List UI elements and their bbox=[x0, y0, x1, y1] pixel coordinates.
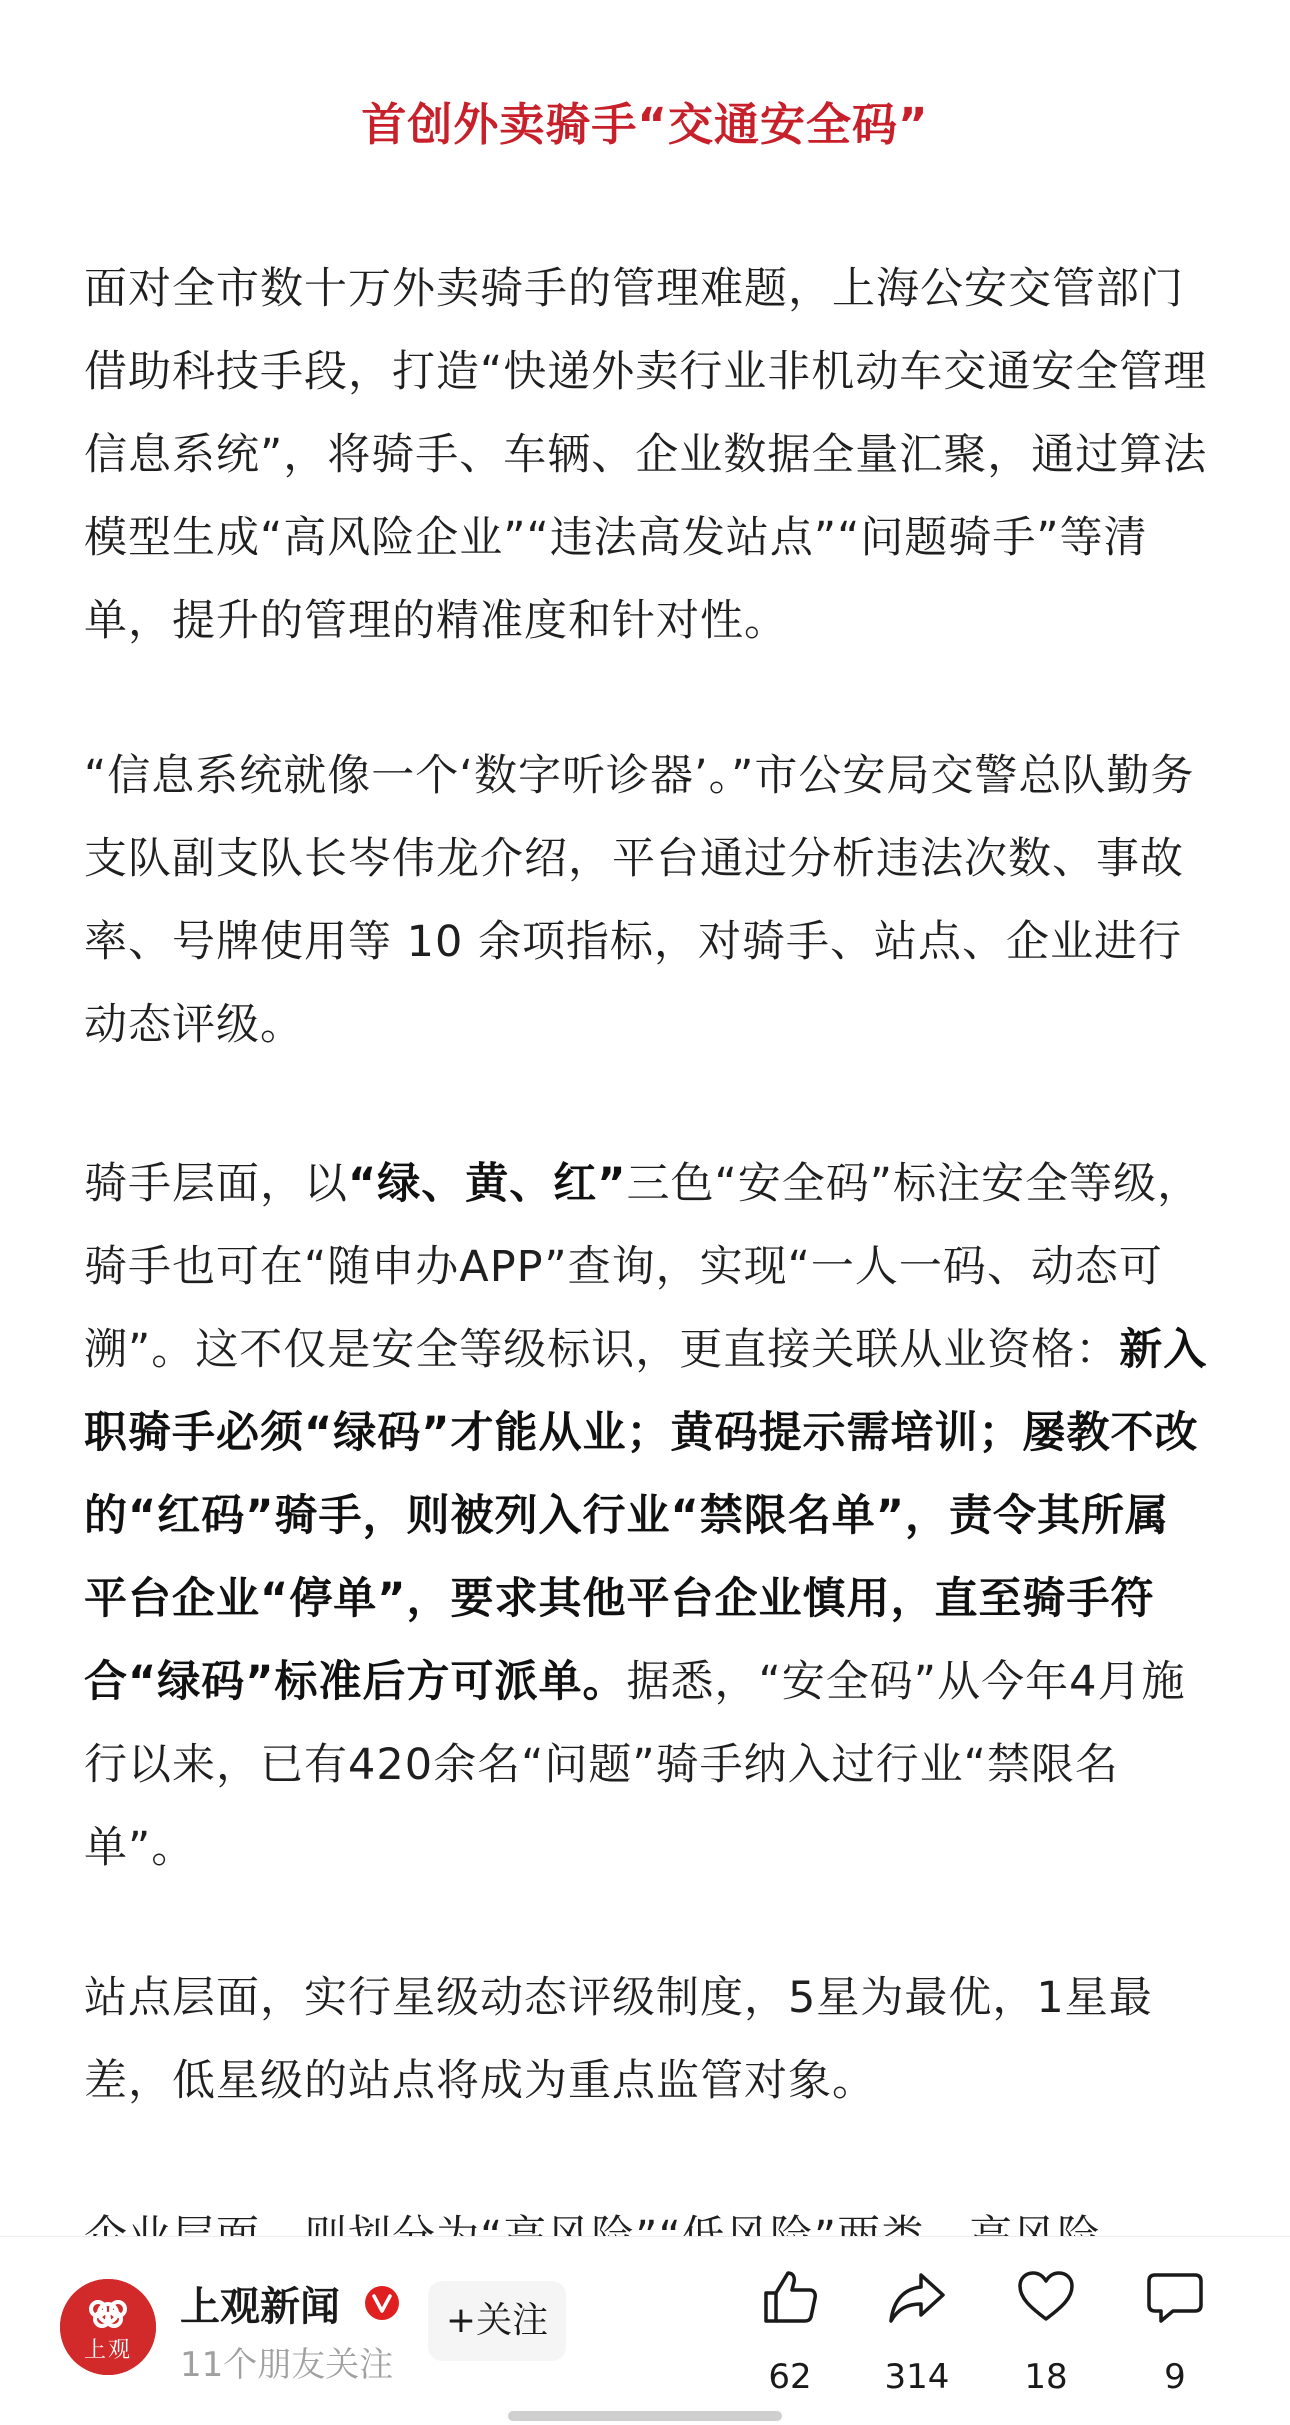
avatar-label: 上观 bbox=[83, 2338, 132, 2363]
comment-count: 9 bbox=[1164, 2357, 1186, 2397]
paragraph-text: 据悉，“安全码”从今年4月施行以来，已有420余名“问题”骑手纳入过行业“禁限名单”。 bbox=[84, 1657, 1186, 1873]
section-title: 首创外卖骑手“交通安全码” bbox=[361, 98, 929, 151]
friends-following-count: 11个朋友关注 bbox=[180, 2345, 394, 2385]
account-avatar[interactable] bbox=[60, 2279, 156, 2375]
favorite-button[interactable] bbox=[991, 2257, 1101, 2407]
like-count: 62 bbox=[768, 2357, 812, 2397]
share-arrow-icon bbox=[887, 2267, 947, 2327]
paragraph-text: 骑手层面，以 bbox=[84, 1159, 348, 1209]
favorite-count: 18 bbox=[1024, 2357, 1068, 2397]
bottom-action-bar bbox=[0, 2236, 1290, 2425]
account-name[interactable]: 上观新闻 bbox=[180, 2284, 340, 2330]
home-indicator[interactable] bbox=[508, 2411, 782, 2421]
article-paragraph: 面对全市数十万外卖骑手的管理难题，上海公安交管部门借助科技手段，打造“快递外卖行业非机动车交通安全管理信息系统”，将骑手、车辆、企业数据全量汇聚，通过算法模型生成“高风险企业”“违法高发站点”“问题骑手”等清单，提升的管理的精准度和针对性。 bbox=[84, 264, 1208, 646]
paragraph-bold-text: 新入职骑手必须“绿码”才能从业；黄码提示需培训；屡教不改的“红码”骑手，则被列入行业“禁限名单”，责令其所属平台企业“停单”，要求其他平台企业慎用，直至骑手符合“绿码”标准后方可派单。 bbox=[84, 1325, 1208, 1707]
verified-badge-icon bbox=[364, 2285, 400, 2321]
comment-button[interactable] bbox=[1120, 2257, 1230, 2407]
heart-icon bbox=[1016, 2267, 1076, 2327]
paragraph-text: 三色“安全码”标注安全等级，骑手也可在“随申办APP”查询，实现“一人一码、动态可溯”。这不仅是安全等级标识，更直接关联从业资格： bbox=[84, 1159, 1202, 1375]
like-button[interactable] bbox=[735, 2257, 845, 2407]
article-paragraph: 站点层面，实行星级动态评级制度，5星为最优，1星最差，低星级的站点将成为重点监管对象。 bbox=[84, 1973, 1153, 2106]
article-paragraph: “信息系统就像一个‘数字听诊器’。”市公安局交警总队勤务支队副支队长岑伟龙介绍，平台通过分析违法次数、事故率、号牌使用等 10 余项指标，对骑手、站点、企业进行动态评级。 bbox=[84, 751, 1195, 1050]
comment-bubble-icon bbox=[1145, 2267, 1205, 2327]
paragraph-bold-text: “绿、黄、红” bbox=[348, 1159, 627, 1209]
article-paragraph bbox=[84, 1143, 1210, 1890]
share-count: 314 bbox=[884, 2357, 950, 2397]
follow-button[interactable]: +关注 bbox=[428, 2281, 566, 2361]
share-button[interactable] bbox=[862, 2257, 972, 2407]
thumbs-up-icon bbox=[760, 2267, 820, 2327]
